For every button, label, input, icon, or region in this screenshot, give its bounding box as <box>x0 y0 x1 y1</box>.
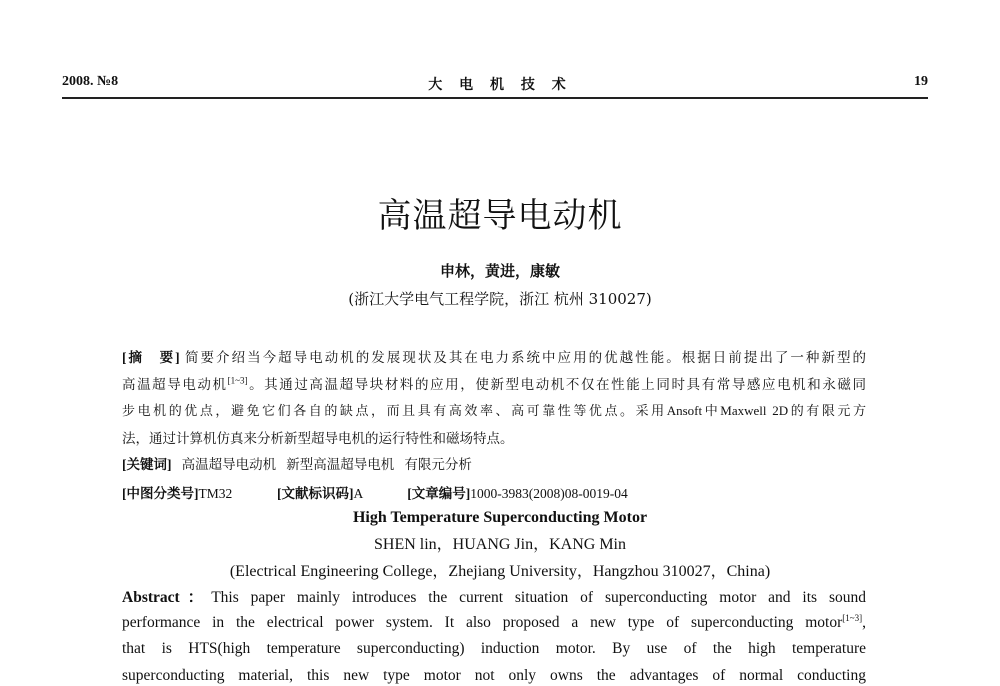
abstract-line: This paper mainly introduces the current situation of superconducting motor and its sound <box>211 589 866 606</box>
keyword: 有限元分析 <box>404 457 472 472</box>
abstract-line: 法，通过计算机仿真来分析新型超导电机的运行特性和磁场特点。 <box>122 431 514 446</box>
affiliation-cn: (浙江大学电气工程学院，浙江 杭州 310027) <box>348 290 652 308</box>
abstract-label: [摘 要] <box>122 350 180 365</box>
page-number: 19 <box>914 74 928 89</box>
abstract-line: that is HTS(high temperature superconducting) induction motor. By use of the high temperature <box>122 640 866 657</box>
paper-title: 高温超导电动机 <box>377 196 623 236</box>
abstract-line: superconducting material, this new type motor not only owns the advantages of normal conducting <box>122 667 866 684</box>
abstract-line: 高温超导电动机 <box>122 377 228 392</box>
header-rule <box>62 97 928 99</box>
classification <box>122 482 866 502</box>
journal-name: 大 电 机 技 术 <box>428 77 572 93</box>
citation: [1~3] <box>227 375 248 386</box>
affiliation-en: (Electrical Engineering College，Zhejiang University，Hangzhou 310027，China) <box>229 563 771 580</box>
abstract-line: performance in the electrical power system. It also proposed a new type of superconducting motor <box>122 614 843 632</box>
keyword: 高温超导电动机 <box>181 457 277 472</box>
title-en: High Temperature Superconducting Motor <box>352 509 648 526</box>
authors-cn: 申林，黄进，康敏 <box>439 262 560 280</box>
doc-code-label: [文献标识码] <box>277 486 354 501</box>
abstract-en-label: Abstract： <box>122 589 212 606</box>
journal-issue: 2008. №8 <box>62 74 119 89</box>
clc-label: [中图分类号] <box>122 486 199 501</box>
authors-en: SHEN lin，HUANG Jin，KANG Min <box>373 536 626 553</box>
keyword: 新型高温超导电机 <box>286 457 395 472</box>
keywords-label: [关键词] <box>122 457 172 472</box>
article-id-value: 1000-3983(2008)08-0019-04 <box>470 486 628 501</box>
article-id-label: [文章编号] <box>407 486 471 501</box>
keywords-cn <box>122 453 866 473</box>
abstract-line: 步电机的优点，避免它们各自的缺点，而且具有高效率、高可靠性等优点。采用Ansoft中Maxwell 2D的有限元方 <box>122 403 866 418</box>
citation: [1~3] <box>842 613 863 623</box>
doc-code-value: A <box>353 486 363 501</box>
abstract-line: 。其通过高温超导块材料的应用，使新型电动机不仅在性能上同时具有常导感应电机和永磁同 <box>247 377 867 392</box>
abstract-line: 简要介绍当今超导电动机的发展现状及其在电力系统中应用的优越性能。根据日前提出了一种新型的 <box>185 350 867 365</box>
clc-value: TM32 <box>198 486 233 501</box>
